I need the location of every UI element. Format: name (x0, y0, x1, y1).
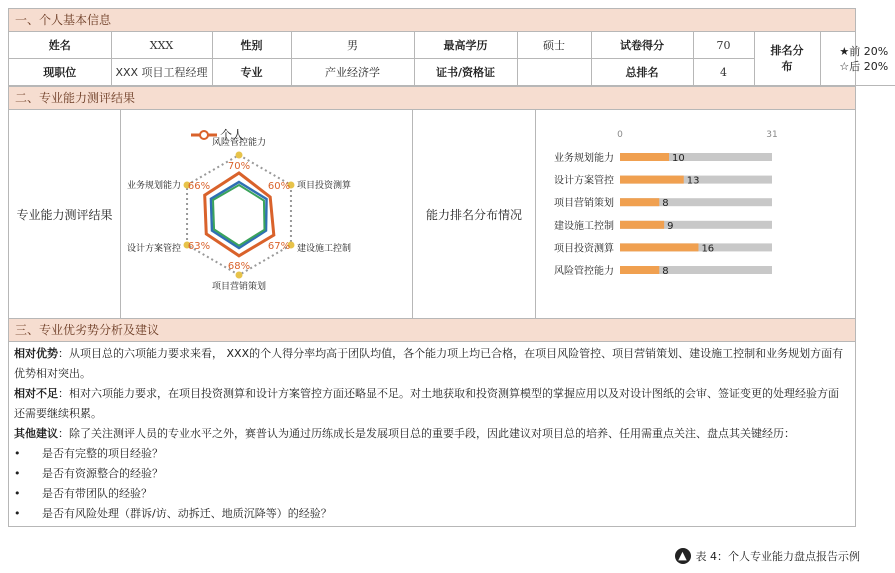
eval-label: 专业能力测评结果 (9, 110, 121, 318)
major-label: 专业 (212, 59, 291, 86)
bar (620, 243, 698, 251)
bar-category-label: 设计方案管控 (554, 175, 614, 187)
gender-label: 性别 (212, 32, 291, 59)
bar-chart-cell (536, 110, 855, 318)
bar-category-label: 业务规划能力 (554, 153, 614, 164)
rank-top: ★前 20% (839, 44, 889, 58)
radar-axis-label: 风险管控能力 (211, 138, 267, 148)
advantage-label: 相对优势 (14, 347, 58, 360)
bullet-item: • 是否有风险处理（群诉/访、动拆迁、地质沉降等）的经验？ (14, 504, 849, 524)
radar-chart (121, 110, 412, 318)
bullet-item: • 是否有完整的项目经验？ (14, 444, 849, 464)
bar-category-label: 建设施工控制 (554, 220, 614, 232)
bar-value-label: 8 (662, 266, 669, 277)
gender-value: 男 (291, 32, 414, 59)
section-eval-header: 二、专业能力测评结果 (9, 86, 855, 110)
position-label: 现职位 (9, 59, 111, 86)
bar-category-label: 项目营销策划 (554, 198, 614, 210)
bar (620, 198, 659, 206)
weakness-text: ：相对六项能力要求，在项目投资测算和设计方案管控方面还略显不足。对土地获取和投资测算模型的掌握应用以及对设计图纸的会审、签证变更的处理经验方面还需要继续积累。 (14, 387, 839, 420)
bar (620, 153, 669, 161)
bullet-text: 是否有资源整合的经验？ (42, 467, 163, 480)
suggestion-text: ：除了关注测评人员的专业水平之外，赛普认为通过历练成长是发展项目总的重要手段，因此建议对项目总的培养、任用需重点关注、盘点其关键经历： (58, 427, 795, 440)
score-value: 70 (693, 32, 754, 59)
advantage-text: ：从项目总的六项能力要求来看， XXX的个人得分率均高于团队均值，各个能力项上均已合格，在项目风险管控、项目营销策划、建设施工控制和业务规划方面有优势相对突出。 (14, 347, 844, 380)
radar-series-team (211, 182, 267, 248)
name-label: 姓名 (9, 32, 111, 59)
radar-value-label: 70% (227, 161, 251, 172)
weakness-paragraph (14, 384, 849, 424)
bullet-text: 是否有完整的项目经验？ (42, 447, 163, 460)
report-frame (8, 8, 889, 527)
bar (620, 266, 659, 274)
bar-value-label: 13 (686, 175, 700, 187)
certificate-value (517, 59, 591, 86)
bar-axis-tick: 0 (617, 130, 623, 140)
radar-value-label: 63% (187, 241, 211, 252)
name-value: XXX (111, 32, 212, 59)
basic-info-table (9, 32, 895, 86)
suggestion-paragraph (14, 424, 849, 444)
radar-axis-label: 项目投资测算 (296, 181, 351, 191)
suggestion-label: 其他建议 (14, 427, 58, 440)
position-value: XXX 项目工程经理 (111, 59, 212, 86)
radar-axis-label: 项目营销策划 (211, 282, 267, 292)
bar-value-label: 10 (672, 153, 685, 164)
bar-value-label: 9 (667, 220, 674, 232)
bullet-text: 是否有风险处理（群诉/访、动拆迁、地质沉降等）的经验？ (42, 507, 332, 520)
legend-marker (200, 131, 208, 139)
bar (620, 221, 664, 229)
bar-axis-tick: 31 (766, 130, 778, 140)
bullet-item: • 是否有带团队的经验？ (14, 484, 849, 504)
section-basic-info-header: 一、个人基本信息 (9, 9, 855, 32)
bar-category-label: 风险管控能力 (554, 266, 614, 277)
rank-distribution-values (820, 32, 895, 86)
radar-chart-cell (121, 110, 413, 318)
table-caption (675, 548, 861, 564)
bullet-item: • 是否有资源整合的经验？ (14, 464, 849, 484)
rank-distribution-label: 排名分布 (754, 32, 820, 86)
radar-value-label: 66% (187, 181, 211, 192)
eval-row (9, 110, 855, 319)
radar-axis-label: 设计方案管控 (127, 244, 182, 254)
rank-bottom: ☆后 20% (839, 59, 889, 73)
analysis-body (9, 342, 855, 526)
total-rank-value: 4 (693, 59, 754, 86)
caption-text: 表 4：个人专业能力盘点报告示例 (695, 550, 860, 563)
up-arrow-icon: ▲ (675, 548, 691, 564)
radar-vertex-dot (236, 152, 243, 159)
bar-chart (536, 110, 854, 318)
radar-axis-label: 建设施工控制 (296, 244, 351, 254)
certificate-label: 证书/资格证 (414, 59, 517, 86)
advantage-paragraph (14, 344, 849, 384)
section-analysis-header: 三、专业优劣势分析及建议 (9, 319, 855, 342)
bar-value-label: 16 (701, 243, 715, 255)
education-label: 最高学历 (414, 32, 517, 59)
weakness-label: 相对不足 (14, 387, 58, 400)
radar-value-label: 67% (267, 241, 291, 252)
score-label: 试卷得分 (591, 32, 693, 59)
distribution-label: 能力排名分布情况 (413, 110, 536, 318)
bar (620, 176, 684, 184)
radar-value-label: 60% (267, 181, 291, 192)
radar-vertex-dot (236, 272, 243, 279)
bullet-text: 是否有带团队的经验？ (42, 487, 152, 500)
major-value: 产业经济学 (291, 59, 414, 86)
legend-label: 个人 (220, 128, 245, 142)
education-value: 硕士 (517, 32, 591, 59)
total-rank-label: 总排名 (591, 59, 693, 86)
radar-value-label: 68% (227, 261, 251, 272)
bar-category-label: 项目投资测算 (554, 243, 614, 255)
radar-axis-label: 业务规划能力 (127, 181, 182, 191)
bar-value-label: 8 (662, 198, 669, 210)
